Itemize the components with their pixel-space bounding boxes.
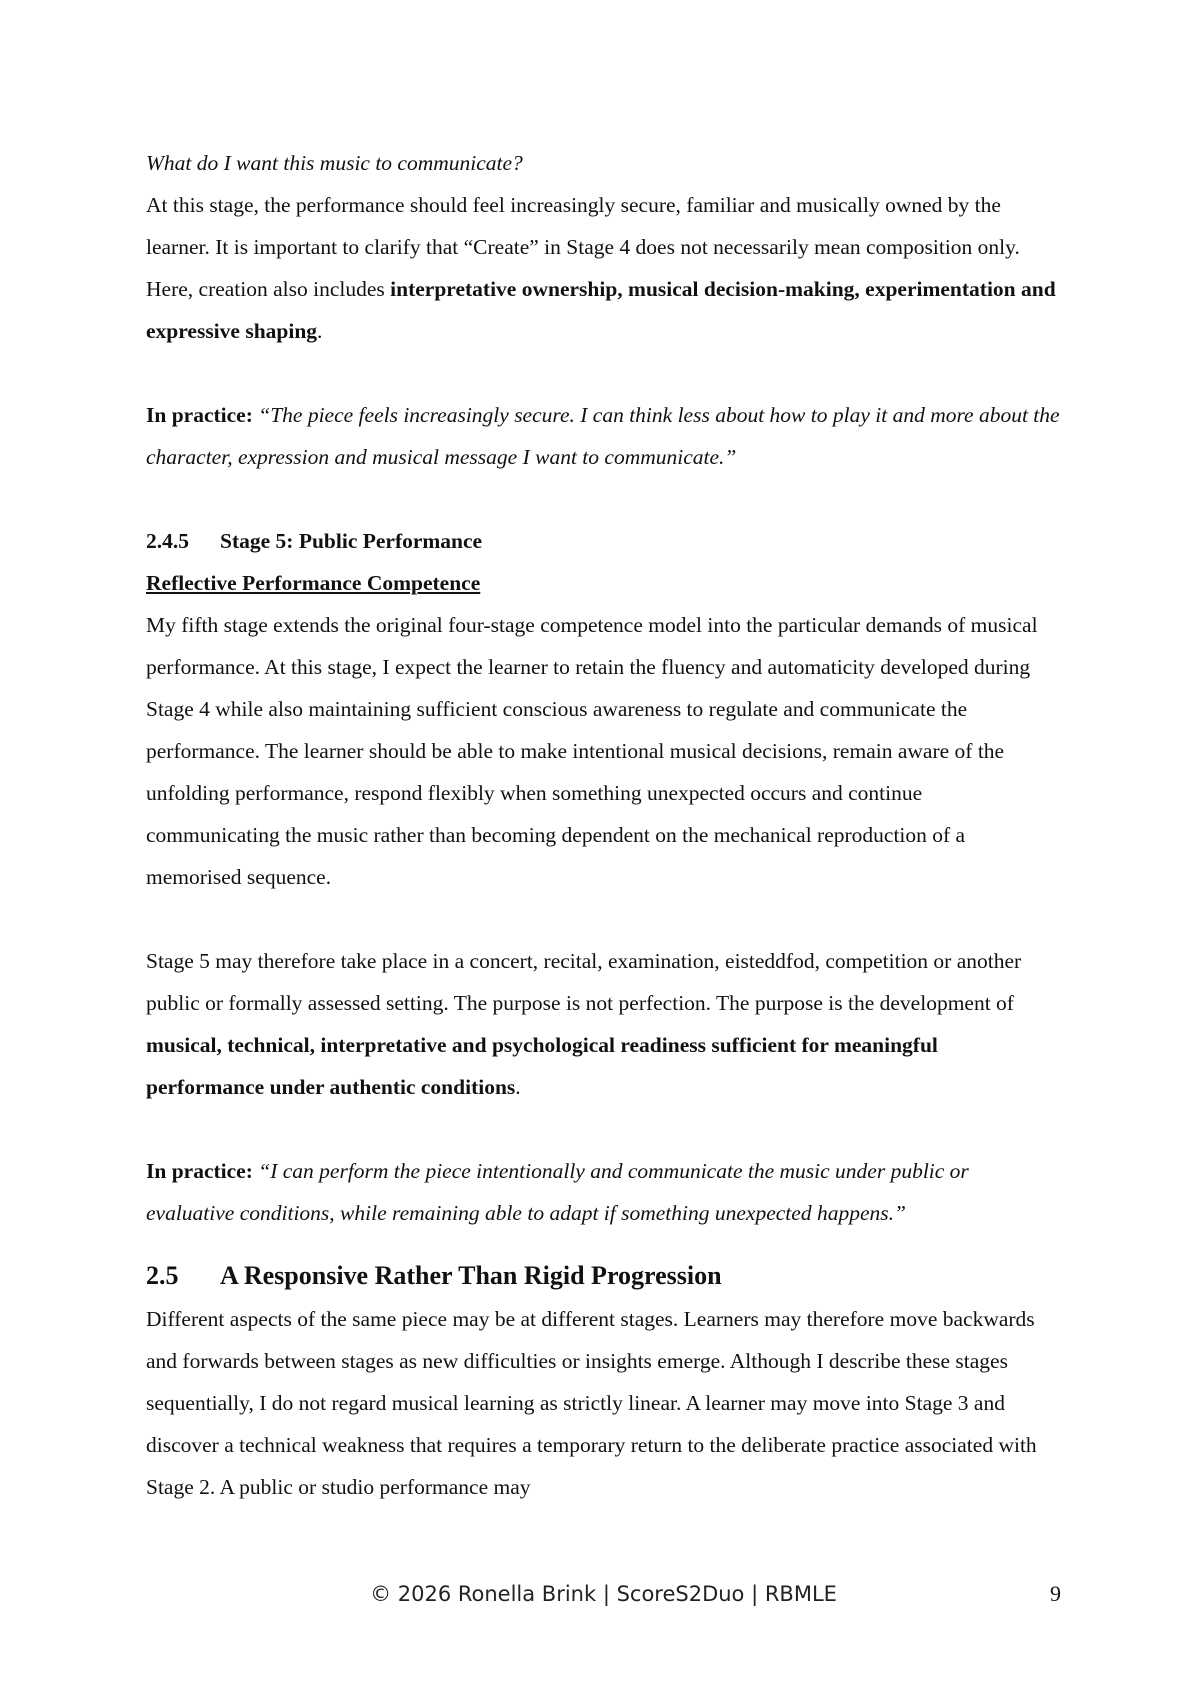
- stage5-text: Stage 5 may therefore take place in a concert, recital, examination, eisteddfod, competition or another public or formally assessed setting. The purpose is not perfection. The purpose is the development of: [146, 949, 1022, 1015]
- section-number: 2.5: [146, 1261, 179, 1290]
- stage5-practice: [146, 1150, 1061, 1234]
- stage4-text-end: .: [317, 319, 323, 343]
- stage5-number: 2.4.5: [146, 529, 189, 553]
- stage5-paragraph-1: My fifth stage extends the original four-stage competence model into the particular demands of musical performance. At this stage, I expect the learner to retain the fluency and automaticity developed during Stage 4 while also maintaining sufficient conscious awareness to regulate and communicate the performance. The learner should be able to make intentional musical decisions, remain aware of the unfolding performance, respond flexibly when something unexpected occurs and continue communicating the music rather than becoming dependent on the mechanical reproduction of a memorised sequence.: [146, 613, 1038, 889]
- page-body: [146, 142, 1061, 1508]
- stage5-subtitle: Reflective Performance Competence: [146, 571, 481, 595]
- practice-quote: “I can perform the piece intentionally and communicate the music under public or evaluative conditions, while remaining able to adapt if something unexpected happens.”: [146, 1159, 969, 1225]
- practice-label: In practice:: [146, 403, 253, 427]
- stage4-practice: [146, 394, 1061, 478]
- guiding-question: What do I want this music to communicate?: [146, 151, 523, 175]
- page-number: 9: [1050, 1581, 1061, 1606]
- footer-copyright: © 2026 Ronella Brink | ScoreS2Duo | RBMLE: [370, 1582, 837, 1606]
- stage5-title: Stage 5: Public Performance: [220, 529, 483, 553]
- stage5-text-end: .: [515, 1075, 521, 1099]
- stage5-heading: [146, 520, 1061, 562]
- section-2-5-paragraph: Different aspects of the same piece may be at different stages. Learners may therefore move backwards and forwards between stages as new difficulties or insights emerge. Although I describe these stages sequentially, I do not regard musical learning as strictly linear. A learner may move into Stage 3 and discover a technical weakness that requires a temporary return to the deliberate practice associated with Stage 2. A public or studio performance may: [146, 1307, 1037, 1499]
- practice-label: In practice:: [146, 1159, 253, 1183]
- section-2-5-heading: [146, 1254, 1061, 1298]
- section-title: A Responsive Rather Than Rigid Progression: [220, 1261, 722, 1290]
- practice-quote: “The piece feels increasingly secure. I can think less about how to play it and more about the character, expression and musical message I want to communicate.”: [146, 403, 1060, 469]
- stage4-paragraph: [146, 184, 1061, 352]
- stage4-emphasis: interpretative ownership, musical decision-making, experimentation and expressive shaping: [146, 277, 1056, 343]
- page-footer: [146, 1578, 1061, 1610]
- stage5-emphasis: musical, technical, interpretative and psychological readiness sufficient for meaningful performance under authentic conditions: [146, 1033, 938, 1099]
- stage4-text: At this stage, the performance should feel increasingly secure, familiar and musically owned by the learner. It is important to clarify that “Create” in Stage 4 does not necessarily mean composition only. Here, creation also includes: [146, 193, 1020, 301]
- stage5-paragraph-2: [146, 940, 1061, 1108]
